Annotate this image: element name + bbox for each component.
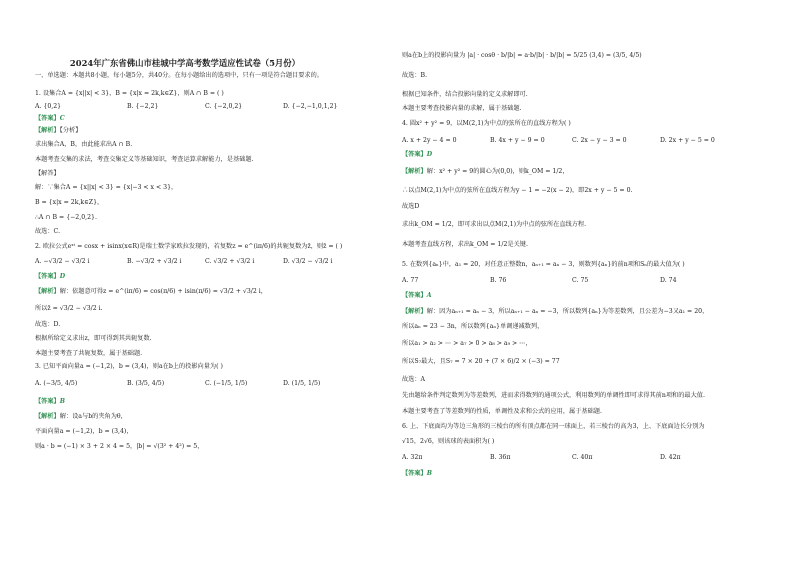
q2-line: 本题主要考查了共轭复数，属于基础题. bbox=[35, 350, 143, 357]
answer-value: D bbox=[59, 273, 66, 280]
q2-line: 所以z̄ = √3/2 − √3/2 i. bbox=[35, 305, 103, 312]
q3-analysis bbox=[35, 413, 127, 421]
q5-option-a: A. 77 bbox=[402, 277, 419, 284]
q4-option-b: B. 4x + y − 9 = 0 bbox=[490, 137, 545, 144]
q3-line: 故选：B. bbox=[402, 72, 428, 79]
q2-option-d: D. √3/2 − √3/2 i bbox=[283, 258, 333, 265]
document-title: 2024年广东省佛山市桂城中学高考数学适应性试卷（5月份） bbox=[69, 58, 301, 68]
q5-analysis bbox=[402, 308, 708, 316]
q6-answer bbox=[402, 470, 432, 478]
q1-option-a: A. {0,2} bbox=[35, 103, 62, 110]
answer-value: B bbox=[426, 470, 432, 477]
q3-option-c: C. (−1/5, 1/5) bbox=[205, 380, 248, 387]
q4-line: 求出k_OM = 1/2，即可求出以点M(2,1)为中点的弦所在直线方程. bbox=[402, 221, 587, 228]
right-column bbox=[402, 0, 752, 562]
q6-option-d: D. 42π bbox=[660, 454, 681, 461]
q1-option-d: D. {−2,−1,0,1,2} bbox=[283, 103, 338, 110]
q4-option-a: A. x + 2y − 4 = 0 bbox=[402, 137, 457, 144]
q1-line: 解：∵集合A = {x||x| < 3} = {x|−3 < x < 3}， bbox=[35, 184, 178, 191]
q4-line: 故选D bbox=[402, 203, 420, 210]
q4-option-d: D. 2x + y − 5 = 0 bbox=[660, 137, 715, 144]
answer-tag: 【答案】 bbox=[35, 115, 60, 122]
answer-tag: 【答案】 bbox=[402, 470, 427, 477]
q2-option-a: A. −√3/2 − √3/2 i bbox=[35, 258, 90, 265]
section-intro: 一、单选题：本题共8小题，每小题5分，共40分。在每小题给出的选项中，只有一项是符合题目要求的。 bbox=[35, 72, 323, 79]
q2-stem: 2. 欧拉公式eˣⁱ = cosx + isinx(x∈R)是瑞士数学家欧拉发现的，若复数z = e^(iπ/6)的共轭复数为z̄，则z̄ = ( ) bbox=[35, 243, 343, 250]
analysis-tag: 【解析】 bbox=[35, 288, 60, 295]
q3-line: 则a · b = (−1) × 3 + 2 × 4 = 5，|b| = √(3² + 4²) = 5， bbox=[35, 443, 204, 450]
q2-option-b: B. −√3/2 + √3/2 i bbox=[127, 258, 182, 265]
analysis-text: 解：依题意可得z = e^(iπ/6) = cos(π/6) + isin(π/6) = √3/2 + √3/2 i， bbox=[59, 288, 267, 295]
answer-value: C bbox=[59, 115, 65, 122]
analysis-text: 【分析】 bbox=[59, 127, 82, 134]
q6-option-c: C. 40π bbox=[572, 454, 593, 461]
q1-line: 本题考查交集的求法，考查交集定义等基础知识，考查运算求解能力，是基础题. bbox=[35, 156, 254, 163]
q5-option-d: D. 74 bbox=[660, 277, 677, 284]
q2-line: 故选：D. bbox=[35, 321, 61, 328]
q6-option-b: B. 36π bbox=[490, 454, 511, 461]
q6-option-a: A. 32π bbox=[402, 454, 423, 461]
q4-line: ∴以点M(2,1)为中点的弦所在直线方程为y − 1 = −2(x − 2)，即2x + y − 5 = 0. bbox=[402, 187, 633, 194]
q6-stem-continued: √15，2√6，则该球的表面积为( ) bbox=[402, 438, 495, 445]
q1-option-b: B. {−2,2} bbox=[127, 103, 159, 110]
answer-tag: 【答案】 bbox=[402, 151, 427, 158]
q5-line: 先由题给条件判定数列为等差数列，进而求得数列的通项公式，利用数列的单调性即可求得其前n项和的最大值. bbox=[402, 392, 705, 399]
answer-tag: 【答案】 bbox=[35, 398, 60, 405]
q5-option-c: C. 75 bbox=[572, 277, 589, 284]
q5-line: 本题主要考查了等差数列的性质，单调性及求和公式的应用，属于基础题. bbox=[402, 408, 602, 415]
q5-line: 所以S₇最大，且S₇ = 7 × 20 + (7 × 6)/2 × (−3) = 77 bbox=[402, 358, 560, 365]
q3-line: 本题主要考查投影向量的求解，属于基础题. bbox=[402, 105, 522, 112]
analysis-tag: 【解析】 bbox=[402, 308, 427, 315]
q1-line: 【解答】 bbox=[35, 170, 60, 177]
q1-line: ∴A ∩ B = {−2,0,2}. bbox=[35, 214, 97, 221]
q1-line: B = {x|x = 2k,k∈Z}， bbox=[35, 199, 104, 206]
q3-option-d: D. (1/5, 1/5) bbox=[283, 380, 321, 387]
analysis-text: 解：x² + y² = 9的圆心为(0,0)，则k_OM = 1/2， bbox=[426, 168, 569, 175]
analysis-tag: 【解析】 bbox=[35, 413, 60, 420]
answer-value: D bbox=[426, 151, 433, 158]
q1-stem: 1. 设集合A = {x||x| < 3}，B = {x|x = 2k,k∈Z}，则A ∩ B = ( ) bbox=[35, 90, 224, 97]
q3-projection-line: 则a在b上的投影向量为 |a| · cosθ · b/|b| = a·b/|b| · b/|b| = 5/25 (3,4) = (3/5, 4/5) bbox=[402, 52, 642, 59]
analysis-text: 解：设a与b的夹角为θ， bbox=[59, 413, 127, 420]
q5-line: 所以a₁ > a₂ > ⋯ > a₇ > 0 > a₈ > a₉ > ⋯， bbox=[402, 340, 532, 347]
left-column bbox=[35, 0, 385, 562]
q1-option-c: C. {−2,0,2} bbox=[205, 103, 243, 110]
q5-stem: 5. 在数列{aₙ}中，a₁ = 20，对任意正整数n，aₙ₊₁ = aₙ − 3，则数列{aₙ}的前n项和Sₙ的最大值为( ) bbox=[402, 261, 685, 268]
q1-line: 求出集合A，B，由此能求出A ∩ B. bbox=[35, 141, 133, 148]
q4-option-c: C. 2x − y − 3 = 0 bbox=[572, 137, 627, 144]
q2-answer bbox=[35, 273, 65, 281]
answer-tag: 【答案】 bbox=[35, 273, 60, 280]
q3-stem: 3. 已知平面向量a = (−1,2)，b = (3,4)，则a在b上的投影向量为( ) bbox=[35, 363, 223, 370]
q3-line: 平面向量a = (−1,2)，b = (3,4)， bbox=[35, 428, 133, 435]
q3-line: 根据已知条件，结合投影向量的定义求解即可. bbox=[402, 91, 528, 98]
q4-stem: 4. 圆x² + y² = 9，以M(2,1)为中点的弦所在的直线方程为( ) bbox=[402, 120, 571, 127]
q3-option-b: B. (3/5, 4/5) bbox=[127, 380, 165, 387]
answer-value: A bbox=[426, 292, 432, 299]
q6-stem: 6. 上、下底面均为等边三角形的三棱台的所有顶点都在同一球面上，若三棱台的高为3，上、下底面边长分别为 bbox=[402, 423, 705, 430]
analysis-text: 解：因为aₙ₊₁ = aₙ − 3，所以aₙ₊₁ − aₙ = −3，所以数列{aₙ}为等差数列，且公差为−3又a₁ = 20， bbox=[426, 308, 709, 315]
q4-answer bbox=[402, 151, 432, 159]
answer-value: B bbox=[59, 398, 65, 405]
q5-option-b: B. 76 bbox=[490, 277, 507, 284]
q1-answer bbox=[35, 115, 65, 123]
q1-line: 故选：C. bbox=[35, 228, 61, 235]
analysis-tag: 【解析】 bbox=[35, 127, 60, 134]
q2-line: 根据所给定义求出z，即可得到其共轭复数. bbox=[35, 335, 152, 342]
analysis-tag: 【解析】 bbox=[402, 168, 427, 175]
q3-option-a: A. (−3/5, 4/5) bbox=[35, 380, 78, 387]
q3-answer bbox=[35, 398, 65, 406]
q5-line: 故选：A bbox=[402, 376, 426, 383]
q5-line: 所以aₙ = 23 − 3n，所以数列{aₙ}单调递减数列， bbox=[402, 323, 544, 330]
answer-tag: 【答案】 bbox=[402, 292, 427, 299]
q2-analysis bbox=[35, 288, 267, 296]
q4-line: 本题考查直线方程，求出k_OM = 1/2是关键. bbox=[402, 241, 528, 248]
q1-analysis bbox=[35, 127, 81, 135]
q5-answer bbox=[402, 292, 432, 300]
q2-option-c: C. √3/2 + √3/2 i bbox=[205, 258, 255, 265]
q4-analysis bbox=[402, 168, 569, 176]
